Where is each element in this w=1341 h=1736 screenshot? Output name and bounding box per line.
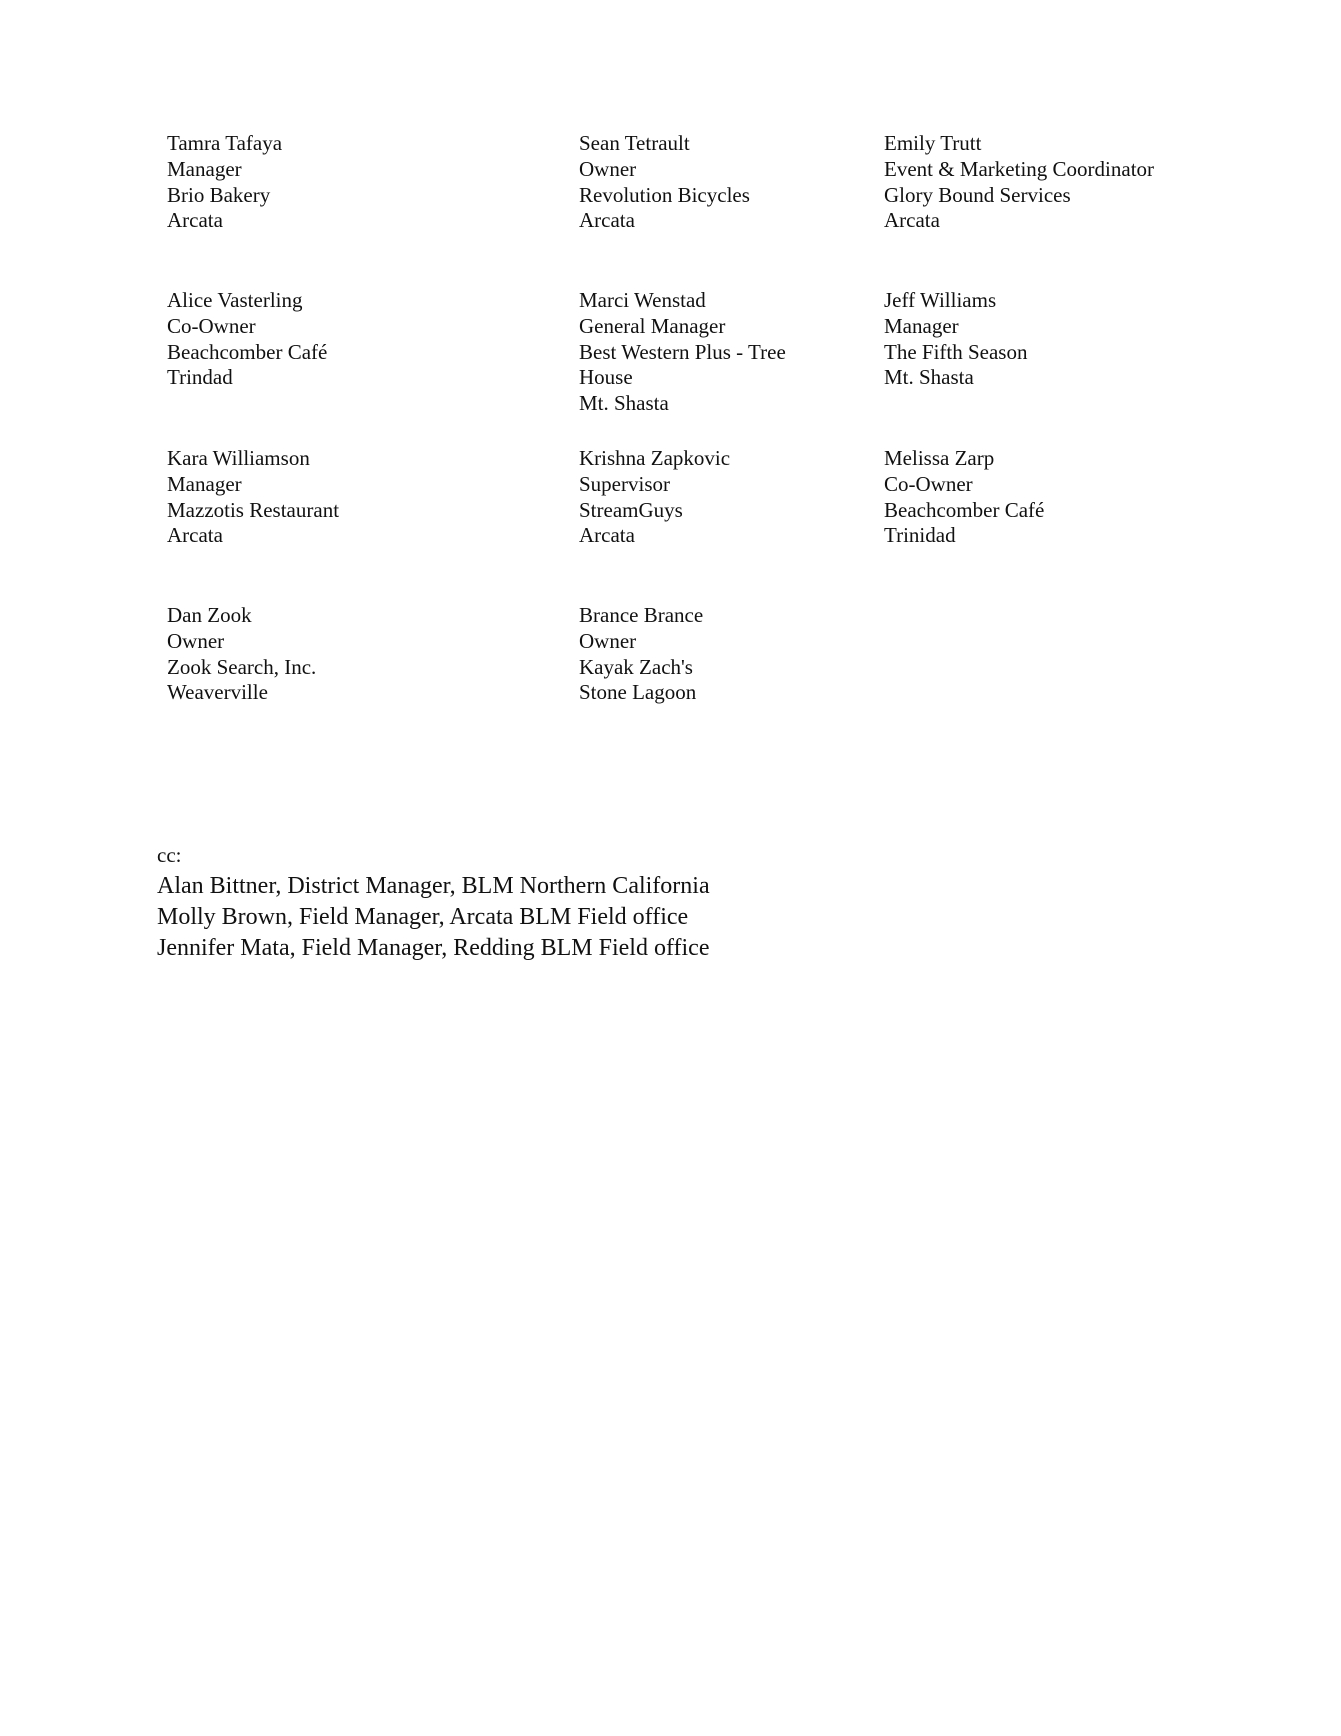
cc-recipient: Molly Brown, Field Manager, Arcata BLM Field office [157, 904, 689, 930]
signer-location: Stone Lagoon [579, 680, 697, 705]
signer-name: Emily Trutt [884, 131, 982, 155]
signer-location: Weaverville [167, 680, 268, 705]
signer-organization: Zook Search, Inc. [167, 654, 317, 679]
cc-recipient: Alan Bittner, District Manager, BLM Northern California [157, 873, 710, 899]
signer-location: Trinidad [884, 523, 956, 548]
signer-name: Melissa Zarp [884, 446, 995, 470]
signer-organization: Beachcomber Café [884, 497, 1045, 522]
signer-organization: Kayak Zach's [579, 654, 693, 679]
signer-block [884, 131, 1154, 234]
signer-block [167, 446, 339, 549]
signer-location: Arcata [579, 523, 635, 548]
signer-name: Marci Wenstad [579, 288, 706, 312]
signer-block [167, 131, 282, 234]
signer-title: Manager [167, 471, 242, 496]
signer-name: Tamra Tafaya [167, 131, 283, 155]
signer-title: General Manager [579, 313, 726, 338]
signer-block [579, 131, 750, 234]
signer-location: Arcata [579, 208, 635, 233]
signer-title: Co-Owner [167, 313, 256, 338]
signer-name: Dan Zook [167, 603, 252, 627]
signer-title: Supervisor [579, 471, 670, 496]
signer-organization: Brio Bakery [167, 182, 271, 207]
signer-block [579, 603, 703, 706]
signer-name: Krishna Zapkovic [579, 446, 731, 470]
signer-name: Kara Williamson [167, 446, 310, 470]
signer-title: Manager [884, 313, 959, 338]
signer-title: Event & Marketing Coordinator [884, 156, 1155, 181]
signer-block [167, 288, 327, 391]
signer-title: Owner [579, 628, 637, 653]
signer-name: Sean Tetrault [579, 131, 690, 155]
signer-location: Arcata [167, 208, 223, 233]
signer-name: Brance Brance [579, 603, 704, 627]
signer-organization: The Fifth Season [884, 339, 1028, 364]
signer-location: Mt. Shasta [884, 365, 974, 390]
signer-title: Owner [167, 628, 225, 653]
signer-title: Manager [167, 156, 242, 181]
cc-label: cc: [157, 843, 182, 867]
signer-block [579, 446, 730, 549]
signer-organization-continued: House [579, 365, 633, 390]
signer-block [884, 446, 1044, 549]
signer-block [579, 288, 786, 417]
signer-location: Trindad [167, 365, 233, 390]
signer-name: Jeff Williams [884, 288, 997, 312]
signer-location: Arcata [167, 523, 223, 548]
signer-block [167, 603, 316, 706]
cc-recipients [157, 871, 710, 964]
signer-organization: Glory Bound Services [884, 182, 1071, 207]
signer-organization: Beachcomber Café [167, 339, 328, 364]
signer-organization: Revolution Bicycles [579, 182, 750, 207]
signer-block [884, 288, 1027, 391]
signer-organization: Mazzotis Restaurant [167, 497, 340, 522]
signer-title: Co-Owner [884, 471, 973, 496]
signer-title: Owner [579, 156, 637, 181]
signer-organization: Best Western Plus - Tree [579, 339, 786, 364]
cc-recipient: Jennifer Mata, Field Manager, Redding BLM Field office [157, 935, 710, 961]
signer-name: Alice Vasterling [167, 288, 303, 312]
signer-organization: StreamGuys [579, 497, 683, 522]
signer-location: Arcata [884, 208, 940, 233]
signer-location: Mt. Shasta [579, 391, 669, 416]
